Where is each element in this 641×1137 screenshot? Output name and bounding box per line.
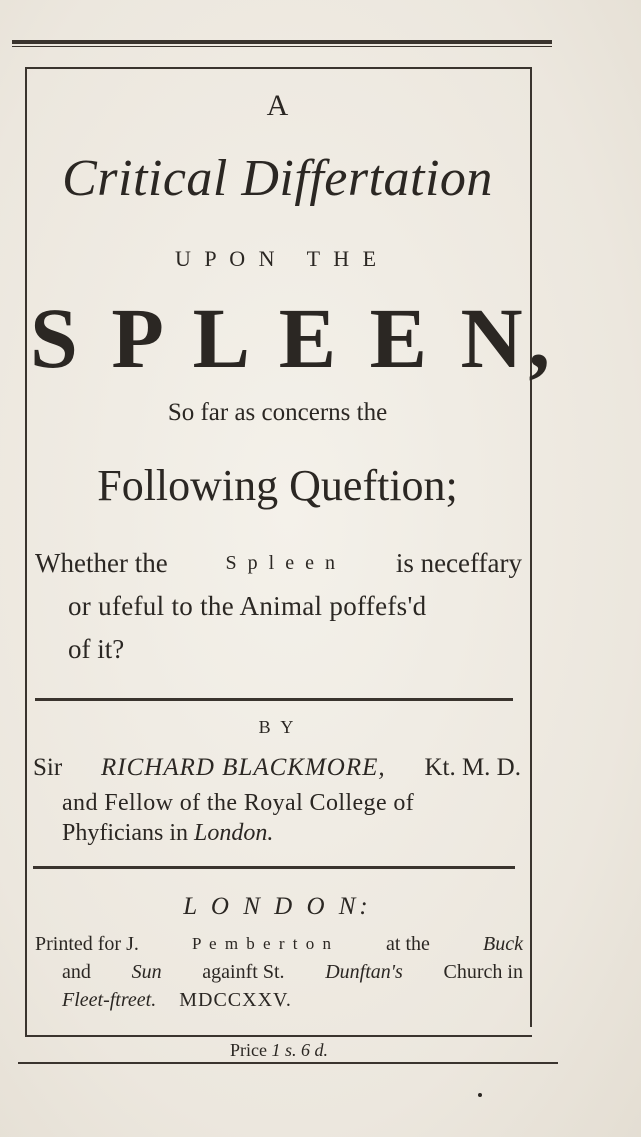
border-bottom	[25, 1035, 532, 1037]
border-top	[25, 67, 532, 69]
author-line-1	[33, 752, 521, 784]
title-spleen: S P L E E N,	[30, 290, 557, 386]
top-rule-thick	[12, 40, 552, 44]
imprint-line-3	[62, 986, 292, 1014]
imprint-dunstans: Dunftan's	[325, 961, 403, 983]
title-critical-dissertation: Critical Differtation	[62, 150, 493, 207]
article-a: A	[266, 89, 289, 122]
imprint-date: MDCCXXV.	[179, 989, 292, 1011]
rule-above-london	[33, 866, 515, 869]
question-line-1	[35, 545, 522, 581]
author-titles: Kt. M. D.	[424, 754, 521, 781]
page-mark-dot	[478, 1093, 482, 1097]
imprint-and: and	[62, 961, 91, 983]
question-spleen: S p l e e n	[225, 552, 338, 574]
rule-above-by	[35, 698, 513, 701]
imprint-against: againft St.	[202, 961, 285, 983]
author-line-3	[62, 818, 273, 848]
imprint-fleet-street: Fleet-ftreet.	[62, 989, 157, 1011]
question-line-2: or ufeful to the Animal poffefs'd	[68, 591, 427, 621]
question-necessary: is neceffary	[395, 548, 522, 578]
imprint-buck: Buck	[482, 933, 523, 955]
border-right	[530, 67, 532, 1027]
author-line-2: and Fellow of the Royal College of	[62, 790, 415, 816]
price-line	[230, 1038, 328, 1062]
author-physicians: Phyficians in	[62, 820, 188, 846]
by-label: B Y	[258, 717, 297, 737]
so-far-line: So far as concerns the	[167, 399, 388, 426]
imprint-church-in: Church in	[443, 961, 523, 983]
imprint-at-the: at the	[386, 933, 430, 955]
place-london: L O N D O N:	[183, 893, 372, 920]
author-london: London.	[194, 820, 274, 846]
subtitle-upon-the: U P O N T H E	[174, 246, 381, 271]
bottom-rule	[18, 1062, 558, 1064]
price-label: Price	[230, 1040, 267, 1060]
imprint-line-2	[62, 958, 523, 986]
imprint-sun: Sun	[131, 961, 162, 983]
question-line-3: of it?	[68, 634, 125, 664]
price-value: 1 s. 6 d.	[271, 1040, 328, 1060]
imprint-line-1	[35, 930, 523, 958]
author-sir: Sir	[33, 754, 63, 781]
imprint-pemberton: P e m b e r t o n	[191, 934, 333, 953]
author-name: RICHARD BLACKMORE,	[101, 754, 386, 781]
question-whether: Whether the	[35, 548, 168, 578]
following-question: Following Queftion;	[97, 461, 458, 510]
top-rule-thin	[12, 46, 552, 47]
imprint-printed-for: Printed for J.	[35, 933, 139, 955]
